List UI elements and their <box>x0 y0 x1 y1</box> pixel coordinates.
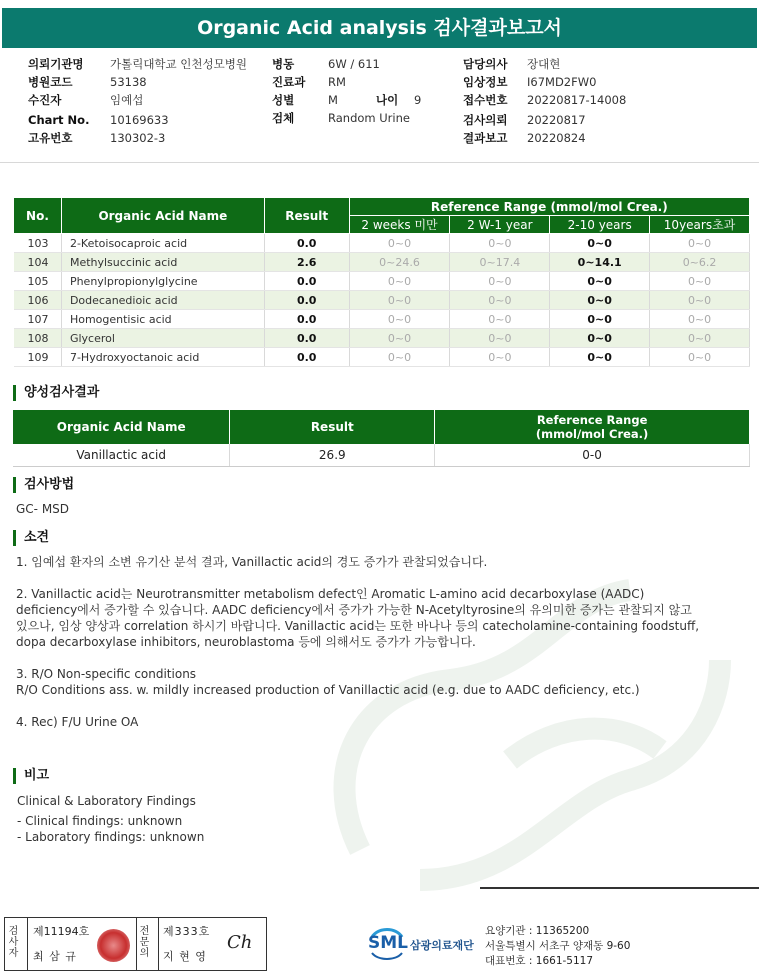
cell-result: 2.6 <box>264 253 349 272</box>
opinion-line: 2. Vanillactic acid는 Neurotransmitter metabolism defect인 Aromatic L-amino acid decarboxylase (AADC) <box>16 587 645 601</box>
cell-range: 0~0 <box>450 329 550 348</box>
opinion-line: 3. R/O Non-specific conditions <box>16 667 197 681</box>
info-row-ward <box>272 55 462 73</box>
cell-range: 0~0 <box>450 291 550 310</box>
opinion-heading: 소견 <box>13 530 49 546</box>
cell-name: Glycerol <box>61 329 264 348</box>
table-row <box>14 253 750 272</box>
info-label: 접수번호 <box>463 93 508 107</box>
cell-range: 0~0 <box>650 310 750 329</box>
cell-range: 0~0 <box>349 348 450 367</box>
info-value: M <box>328 93 338 107</box>
table-row <box>14 348 750 367</box>
cell-range: 0~0 <box>349 329 450 348</box>
cell-no: 107 <box>14 310 62 329</box>
cell-range-applicable: 0~0 <box>550 234 650 253</box>
opinion-line: 4. Rec) F/U Urine OA <box>16 715 139 729</box>
info-row-chart-no <box>28 111 247 129</box>
cell-range-applicable: 0~0 <box>550 310 650 329</box>
header-range-2-10y: 2-10 years <box>550 216 650 234</box>
positive-header-name: Organic Acid Name <box>13 410 230 444</box>
cell-range: 0~0 <box>650 291 750 310</box>
info-label: 임상정보 <box>463 75 508 89</box>
info-label: 결과보고 <box>463 131 508 145</box>
cell-range: 0~6.2 <box>650 253 750 272</box>
info-value: 임예섭 <box>110 93 144 107</box>
info-label: Chart No. <box>28 113 90 127</box>
positive-header-result: Result <box>230 410 435 444</box>
address-line: 서울특별시 서초구 양재동 9-60 <box>485 940 631 952</box>
info-row-sex-age <box>272 91 462 109</box>
info-label: 수진자 <box>28 93 62 107</box>
remarks-line: Clinical & Laboratory Findings <box>17 794 196 808</box>
cell-range-applicable: 0~0 <box>550 291 650 310</box>
address-line: 요양기관 : 11365200 <box>485 925 590 937</box>
signature: Ch <box>227 932 253 953</box>
info-label: 병원코드 <box>28 75 73 89</box>
patient-info-col2 <box>272 55 462 127</box>
tester-id: 제11194호 <box>33 925 90 938</box>
cell-range-applicable: 0~0 <box>550 329 650 348</box>
cell-range: 0~0 <box>650 348 750 367</box>
info-row-request-date <box>463 111 626 129</box>
info-label: 병동 <box>272 57 295 71</box>
cell-range: 0~0 <box>349 234 450 253</box>
positive-results-table <box>13 410 750 467</box>
info-row-report-date <box>463 129 626 147</box>
opinion-line: 1. 임예섭 환자의 소변 유기산 분석 결과, Vanillactic acid의 경도 증가가 관찰되었습니다. <box>16 555 488 569</box>
cell-range: 0~0 <box>650 272 750 291</box>
remarks-line: - Clinical findings: unknown <box>17 814 183 828</box>
info-label: 고유번호 <box>28 131 73 145</box>
organic-acid-table <box>13 197 750 367</box>
logo-mark-text: SML <box>368 933 408 953</box>
info-row-institution <box>28 55 247 73</box>
info-label: 진료과 <box>272 75 306 89</box>
table-row <box>13 444 750 466</box>
remarks-heading: 비고 <box>13 768 49 784</box>
cell-no: 103 <box>14 234 62 253</box>
info-value: 20220817 <box>527 113 586 127</box>
footer-divider <box>480 887 759 889</box>
info-value: 6W / 611 <box>328 57 380 71</box>
cell-name: Homogentisic acid <box>61 310 264 329</box>
cell-no: 109 <box>14 348 62 367</box>
info-row-specimen <box>272 109 462 127</box>
info-value: RM <box>328 75 346 89</box>
cell-no: 105 <box>14 272 62 291</box>
info-label: 나이 <box>376 93 399 107</box>
cell-range: 0~0 <box>450 310 550 329</box>
tester-label-text: 검사자 <box>8 926 19 959</box>
header-divider <box>0 162 759 163</box>
header-range-over-10y: 10years초과 <box>650 216 750 234</box>
signature-box <box>4 917 267 971</box>
positive-cell-name: Vanillactic acid <box>13 444 230 466</box>
table-row <box>14 234 750 253</box>
info-value: Random Urine <box>328 111 410 125</box>
info-label: 의뢰기관명 <box>28 57 84 71</box>
info-value: 130302-3 <box>110 131 166 145</box>
address-line: 대표번호 : 1661-5117 <box>485 955 594 967</box>
patient-info-col1 <box>28 55 247 147</box>
patient-info-col3 <box>463 55 626 147</box>
specialist-id: 제333호 <box>163 925 211 938</box>
cell-range-applicable: 0~0 <box>550 348 650 367</box>
cell-range: 0~17.4 <box>450 253 550 272</box>
specialist-name: 지 현 영 <box>163 950 207 963</box>
cell-range: 0~0 <box>450 234 550 253</box>
reference-line1: Reference Range <box>536 413 648 427</box>
info-label: 담당의사 <box>463 57 508 71</box>
cell-no: 106 <box>14 291 62 310</box>
specialist-label <box>139 926 153 959</box>
info-row-unique-no <box>28 129 247 147</box>
cell-name: Dodecanedioic acid <box>61 291 264 310</box>
header-name: Organic Acid Name <box>61 198 264 234</box>
cell-name: 2-Ketoisocaproic acid <box>61 234 264 253</box>
cell-range: 0~24.6 <box>349 253 450 272</box>
info-row-dept <box>272 73 462 91</box>
opinion-line: deficiency에서 증가할 수 있습니다. AADC deficiency에서 증가가 가능한 N-Acetyltyrosine의 유의미한 증가는 관찰되지 않고 <box>16 603 692 617</box>
table-row <box>14 272 750 291</box>
cell-name: Phenylpropionylglycine <box>61 272 264 291</box>
logo-name: 삼광의료재단 <box>410 939 474 952</box>
cell-range-applicable: 0~14.1 <box>550 253 650 272</box>
positive-cell-result: 26.9 <box>230 444 435 466</box>
info-row-clinical-info <box>463 73 626 91</box>
table-row <box>14 291 750 310</box>
cell-range: 0~0 <box>650 234 750 253</box>
cell-no: 104 <box>14 253 62 272</box>
opinion-line: R/O Conditions ass. w. mildly increased production of Vanillactic acid (e.g. due to AADC deficiency, etc.) <box>16 683 640 697</box>
info-row-patient <box>28 91 247 109</box>
cell-range: 0~0 <box>450 272 550 291</box>
cell-result: 0.0 <box>264 348 349 367</box>
reference-line2: (mmol/mol Crea.) <box>535 427 649 441</box>
cell-range: 0~0 <box>349 291 450 310</box>
method-text: GC- MSD <box>16 502 70 516</box>
header-range-2w-1y: 2 W-1 year <box>450 216 550 234</box>
header-result: Result <box>264 198 349 234</box>
table-row <box>14 329 750 348</box>
header-range-under-2w: 2 weeks 미만 <box>349 216 450 234</box>
cell-result: 0.0 <box>264 272 349 291</box>
watermark-logo <box>300 520 740 910</box>
positive-results-heading: 양성검사결과 <box>13 385 99 401</box>
cell-result: 0.0 <box>264 234 349 253</box>
report-title: Organic Acid analysis 검사결과보고서 <box>2 8 757 48</box>
tester-name: 최 삼 규 <box>33 950 77 963</box>
cell-range: 0~0 <box>650 329 750 348</box>
info-value: 가톨릭대학교 인천성모병원 <box>110 57 247 71</box>
header-reference-range: Reference Range (mmol/mol Crea.) <box>349 198 749 216</box>
cell-result: 0.0 <box>264 329 349 348</box>
cell-name: 7-Hydroxyoctanoic acid <box>61 348 264 367</box>
info-row-receipt-no <box>463 91 626 109</box>
cell-result: 0.0 <box>264 291 349 310</box>
info-value: 장대현 <box>527 57 561 71</box>
info-value: 20220824 <box>527 131 586 145</box>
remarks-line: - Laboratory findings: unknown <box>17 830 205 844</box>
tester-label <box>8 926 22 959</box>
cell-no: 108 <box>14 329 62 348</box>
table-row <box>14 310 750 329</box>
info-value: I67MD2FW0 <box>527 75 597 89</box>
info-label: 검체 <box>272 111 295 125</box>
opinion-line: dopa decarboxylase inhibitors, neuroblastoma 등에 의해서도 증가가 가능합니다. <box>16 635 476 649</box>
seal-stamp-icon <box>97 929 130 962</box>
cell-range: 0~0 <box>450 348 550 367</box>
positive-cell-reference: 0-0 <box>435 444 750 466</box>
info-label: 검사의뢰 <box>463 113 508 127</box>
cell-range: 0~0 <box>349 272 450 291</box>
info-label: 성별 <box>272 93 295 107</box>
cell-result: 0.0 <box>264 310 349 329</box>
info-value: 10169633 <box>110 113 169 127</box>
lab-address <box>485 924 630 969</box>
info-value: 53138 <box>110 75 147 89</box>
opinion-line: 있으나, 임상 양상과 correlation 하시기 바랍니다. Vanillactic acid는 또한 바나나 등의 catecholamine-containing foodstuff, <box>16 619 700 633</box>
cell-range-applicable: 0~0 <box>550 272 650 291</box>
cell-name: Methylsuccinic acid <box>61 253 264 272</box>
info-row-hospital-code <box>28 73 247 91</box>
info-row-doctor <box>463 55 626 73</box>
specialist-label-text: 전문의 <box>139 926 150 959</box>
method-heading: 검사방법 <box>13 477 74 493</box>
cell-range: 0~0 <box>349 310 450 329</box>
info-value: 9 <box>414 93 422 107</box>
info-value: 20220817-14008 <box>527 93 627 107</box>
positive-header-reference <box>435 410 750 444</box>
header-no: No. <box>14 198 62 234</box>
